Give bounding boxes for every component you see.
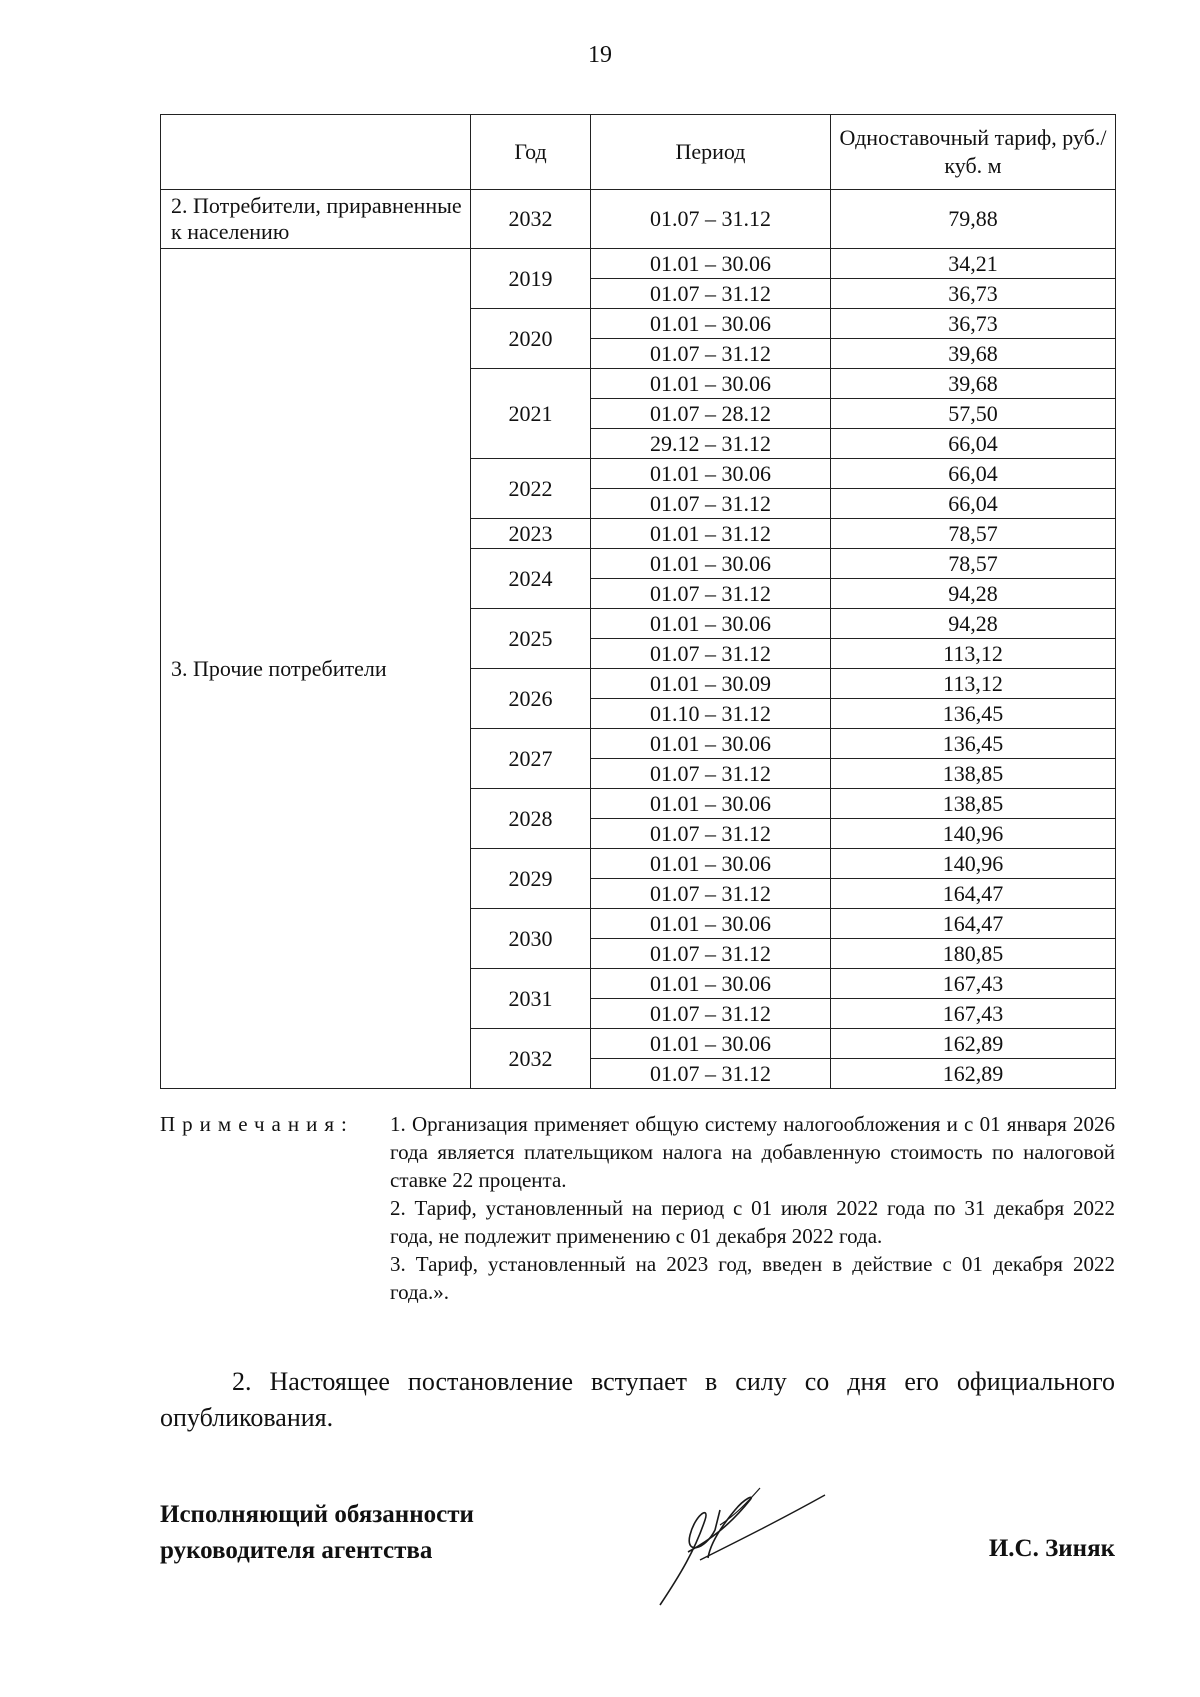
tariff-cell: 164,47	[831, 909, 1116, 939]
period-cell: 01.07 – 31.12	[591, 879, 831, 909]
period-cell: 01.01 – 31.12	[591, 519, 831, 549]
period-cell: 01.07 – 31.12	[591, 939, 831, 969]
tariff-cell: 162,89	[831, 1059, 1116, 1089]
tariff-cell: 113,12	[831, 639, 1116, 669]
handwritten-signature	[650, 1480, 850, 1610]
tariff-cell: 39,68	[831, 369, 1116, 399]
period-cell: 01.01 – 30.06	[591, 609, 831, 639]
tariff-cell: 78,57	[831, 519, 1116, 549]
period-cell: 01.07 – 31.12	[591, 819, 831, 849]
year-cell: 2021	[471, 369, 591, 459]
position-line: руководителя агентства	[160, 1537, 433, 1564]
tariff-cell: 94,28	[831, 609, 1116, 639]
notes-list	[390, 1110, 1115, 1306]
table-row	[161, 249, 1116, 279]
note-item: 2. Тариф, установленный на период с 01 июля 2022 года по 31 декабря 2022 года, не подлежит применению с 01 декабря 2022 года.	[390, 1196, 1115, 1248]
year-cell: 2032	[471, 190, 591, 249]
period-cell: 01.07 – 31.12	[591, 1059, 831, 1089]
notes-label: Примечания:	[160, 1112, 354, 1136]
tariff-cell: 78,57	[831, 549, 1116, 579]
period-cell: 01.07 – 31.12	[591, 579, 831, 609]
decree-paragraph: 2. Настоящее постановление вступает в силу со дня его официального опубликования.	[160, 1367, 1115, 1432]
year-cell: 2024	[471, 549, 591, 609]
period-cell: 01.07 – 31.12	[591, 339, 831, 369]
table-header-row	[161, 115, 1116, 190]
tariff-cell: 113,12	[831, 669, 1116, 699]
tariff-cell: 36,73	[831, 279, 1116, 309]
signatory-name: И.С. Зиняк	[988, 1535, 1115, 1562]
tariff-cell: 39,68	[831, 339, 1116, 369]
year-cell: 2027	[471, 729, 591, 789]
year-cell: 2019	[471, 249, 591, 309]
year-cell: 2023	[471, 519, 591, 549]
category-cell: 2. Потребители, приравненные к населению	[161, 190, 471, 249]
period-cell: 01.07 – 31.12	[591, 279, 831, 309]
header-category	[161, 115, 471, 190]
table-row	[161, 190, 1116, 249]
period-cell: 01.01 – 30.09	[591, 669, 831, 699]
year-cell: 2026	[471, 669, 591, 729]
tariff-cell: 140,96	[831, 819, 1116, 849]
period-cell: 01.07 – 31.12	[591, 759, 831, 789]
year-cell: 2020	[471, 309, 591, 369]
period-cell: 01.07 – 28.12	[591, 399, 831, 429]
period-cell: 01.10 – 31.12	[591, 699, 831, 729]
period-cell: 01.07 – 31.12	[591, 190, 831, 249]
tariff-cell: 180,85	[831, 939, 1116, 969]
tariff-cell: 66,04	[831, 429, 1116, 459]
period-cell: 01.01 – 30.06	[591, 549, 831, 579]
period-cell: 01.01 – 30.06	[591, 249, 831, 279]
tariff-cell: 136,45	[831, 729, 1116, 759]
tariff-cell: 138,85	[831, 759, 1116, 789]
period-cell: 01.07 – 31.12	[591, 999, 831, 1029]
year-cell: 2029	[471, 849, 591, 909]
period-cell: 29.12 – 31.12	[591, 429, 831, 459]
year-cell: 2025	[471, 609, 591, 669]
period-cell: 01.01 – 30.06	[591, 849, 831, 879]
tariff-cell: 57,50	[831, 399, 1116, 429]
note-item: 3. Тариф, установленный на 2023 год, введен в действие с 01 декабря 2022 года.».	[390, 1252, 1115, 1304]
note-item: 1. Организация применяет общую систему налогообложения и с 01 января 2026 года является плательщиком налога на добавленную стоимость по налоговой ставке 22 процента.	[390, 1112, 1115, 1192]
year-cell: 2030	[471, 909, 591, 969]
period-cell: 01.07 – 31.12	[591, 639, 831, 669]
tariff-cell: 79,88	[831, 190, 1116, 249]
tariff-cell: 138,85	[831, 789, 1116, 819]
header-tariff: Одноставочный тариф, руб./куб. м	[831, 115, 1116, 190]
tariff-cell: 167,43	[831, 969, 1116, 999]
year-cell: 2032	[471, 1029, 591, 1089]
period-cell: 01.01 – 30.06	[591, 369, 831, 399]
year-cell: 2028	[471, 789, 591, 849]
period-cell: 01.01 – 30.06	[591, 909, 831, 939]
period-cell: 01.01 – 30.06	[591, 729, 831, 759]
tariff-cell: 164,47	[831, 879, 1116, 909]
period-cell: 01.01 – 30.06	[591, 1029, 831, 1059]
period-cell: 01.07 – 31.12	[591, 489, 831, 519]
header-period: Период	[591, 115, 831, 190]
tariff-cell: 34,21	[831, 249, 1116, 279]
tariff-cell: 94,28	[831, 579, 1116, 609]
header-year: Год	[471, 115, 591, 190]
year-cell: 2022	[471, 459, 591, 519]
position-line: Исполняющий обязанности	[160, 1501, 474, 1528]
tariff-cell: 66,04	[831, 489, 1116, 519]
signatory-position	[160, 1497, 474, 1569]
tariff-table	[160, 114, 1116, 1089]
tariff-cell: 162,89	[831, 1029, 1116, 1059]
tariff-cell: 36,73	[831, 309, 1116, 339]
period-cell: 01.01 – 30.06	[591, 309, 831, 339]
year-cell: 2031	[471, 969, 591, 1029]
tariff-cell: 140,96	[831, 849, 1116, 879]
tariff-cell: 136,45	[831, 699, 1116, 729]
tariff-cell: 167,43	[831, 999, 1116, 1029]
period-cell: 01.01 – 30.06	[591, 459, 831, 489]
period-cell: 01.01 – 30.06	[591, 789, 831, 819]
page-number: 19	[588, 42, 612, 68]
category-cell: 3. Прочие потребители	[161, 249, 471, 1089]
period-cell: 01.01 – 30.06	[591, 969, 831, 999]
tariff-cell: 66,04	[831, 459, 1116, 489]
